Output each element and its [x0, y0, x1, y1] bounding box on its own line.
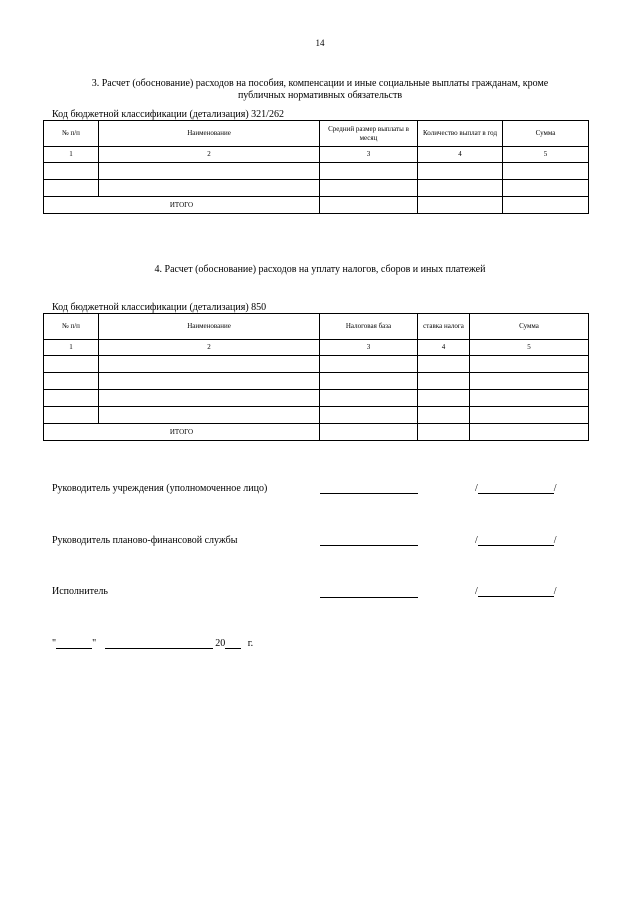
col-header-avg-payment: Средний размер выплаты в месяц	[320, 121, 418, 147]
signature-label-head: Руководитель учреждения (уполномоченное лицо)	[52, 483, 268, 494]
table-cell[interactable]	[418, 407, 470, 424]
col-header-sum: Сумма	[503, 121, 589, 147]
signature-line-finance[interactable]	[320, 545, 418, 546]
table-cell[interactable]	[470, 407, 589, 424]
table-cell[interactable]	[99, 407, 320, 424]
table-cell[interactable]	[470, 390, 589, 407]
col-header-name: Наименование	[99, 314, 320, 340]
col-number-4: 4	[418, 147, 503, 163]
name-underline	[478, 484, 554, 494]
col-header-tax-base: Налоговая база	[320, 314, 418, 340]
table-cell[interactable]	[470, 356, 589, 373]
slash: /	[553, 586, 557, 597]
table-cell[interactable]	[418, 373, 470, 390]
table-cell[interactable]	[320, 424, 418, 441]
table-cell[interactable]	[320, 390, 418, 407]
table-row	[44, 373, 589, 390]
total-row	[44, 197, 589, 214]
table-row	[44, 180, 589, 197]
col-number-4: 4	[418, 340, 470, 356]
section4-kbk: Код бюджетной классификации (детализация) 850	[52, 302, 267, 313]
table-cell[interactable]	[44, 373, 99, 390]
col-number-1: 1	[44, 147, 99, 163]
table-row	[44, 356, 589, 373]
quote-close: "	[92, 638, 97, 649]
total-label: ИТОГО	[44, 424, 320, 441]
col-number-2: 2	[99, 147, 320, 163]
table-cell[interactable]	[99, 180, 320, 197]
col-header-tax-rate: ставка налога	[418, 314, 470, 340]
date-day-blank[interactable]	[56, 639, 92, 649]
name-underline	[478, 536, 554, 546]
col-header-number: № п/п	[44, 121, 99, 147]
section4-title: 4. Расчет (обоснование) расходов на уплату налогов, сборов и иных платежей	[154, 264, 486, 275]
col-number-3: 3	[320, 147, 418, 163]
col-header-payments-count: Количество выплат в год	[418, 121, 503, 147]
table-cell[interactable]	[503, 180, 589, 197]
table-cell[interactable]	[503, 197, 589, 214]
signature-line-head[interactable]	[320, 493, 418, 494]
slash: /	[475, 586, 478, 597]
table-header-row	[44, 314, 589, 340]
table-cell[interactable]	[320, 407, 418, 424]
table-cell[interactable]	[418, 163, 503, 180]
table-cell[interactable]	[44, 407, 99, 424]
section3-table	[43, 120, 589, 214]
page-number: 14	[315, 38, 325, 48]
column-number-row	[44, 340, 589, 356]
date-month-blank[interactable]	[105, 639, 213, 649]
slash: /	[475, 483, 478, 494]
table-cell[interactable]	[418, 197, 503, 214]
signature-label-finance: Руководитель планово-финансовой службы	[52, 535, 238, 546]
table-cell[interactable]	[470, 424, 589, 441]
table-cell[interactable]	[99, 356, 320, 373]
table-cell[interactable]	[44, 163, 99, 180]
table-cell[interactable]	[503, 163, 589, 180]
table-row	[44, 407, 589, 424]
total-row	[44, 424, 589, 441]
section3-title-line1: 3. Расчет (обоснование) расходов на пособия, компенсации и иные социальные выплаты гражданам, кроме	[91, 78, 549, 89]
signature-name-finance[interactable]	[475, 535, 557, 546]
year-suffix: г.	[247, 638, 254, 649]
table-cell[interactable]	[44, 356, 99, 373]
col-number-5: 5	[470, 340, 589, 356]
signature-name-executor[interactable]	[475, 586, 557, 597]
table-cell[interactable]	[418, 390, 470, 407]
slash: /	[553, 483, 557, 494]
table-cell[interactable]	[44, 180, 99, 197]
quote-open: "	[52, 638, 57, 649]
table-cell[interactable]	[418, 180, 503, 197]
table-cell[interactable]	[44, 390, 99, 407]
table-row	[44, 163, 589, 180]
col-header-number: № п/п	[44, 314, 99, 340]
table-cell[interactable]	[470, 373, 589, 390]
table-cell[interactable]	[418, 356, 470, 373]
table-cell[interactable]	[99, 163, 320, 180]
date-line	[52, 638, 253, 649]
signature-line-executor[interactable]	[320, 597, 418, 598]
table-row	[44, 390, 589, 407]
signature-name-head[interactable]	[475, 483, 557, 494]
table-cell[interactable]	[320, 197, 418, 214]
table-cell[interactable]	[99, 373, 320, 390]
table-cell[interactable]	[320, 180, 418, 197]
section3-title	[60, 78, 580, 102]
table-cell[interactable]	[320, 356, 418, 373]
col-header-name: Наименование	[99, 121, 320, 147]
col-number-3: 3	[320, 340, 418, 356]
table-cell[interactable]	[99, 390, 320, 407]
column-number-row	[44, 147, 589, 163]
year-prefix: 20	[215, 638, 226, 649]
table-header-row	[44, 121, 589, 147]
slash: /	[475, 535, 478, 546]
date-year-blank[interactable]	[225, 639, 241, 649]
section3-title-line2: публичных нормативных обязательств	[237, 90, 403, 101]
total-label: ИТОГО	[44, 197, 320, 214]
table-cell[interactable]	[320, 163, 418, 180]
section3-kbk: Код бюджетной классификации (детализация) 321/262	[52, 109, 284, 120]
signature-label-executor: Исполнитель	[52, 586, 108, 597]
col-number-1: 1	[44, 340, 99, 356]
col-number-5: 5	[503, 147, 589, 163]
col-header-sum: Сумма	[470, 314, 589, 340]
section4-table	[43, 313, 589, 441]
name-underline	[478, 587, 554, 597]
table-cell[interactable]	[320, 373, 418, 390]
slash: /	[553, 535, 557, 546]
table-cell[interactable]	[418, 424, 470, 441]
col-number-2: 2	[99, 340, 320, 356]
